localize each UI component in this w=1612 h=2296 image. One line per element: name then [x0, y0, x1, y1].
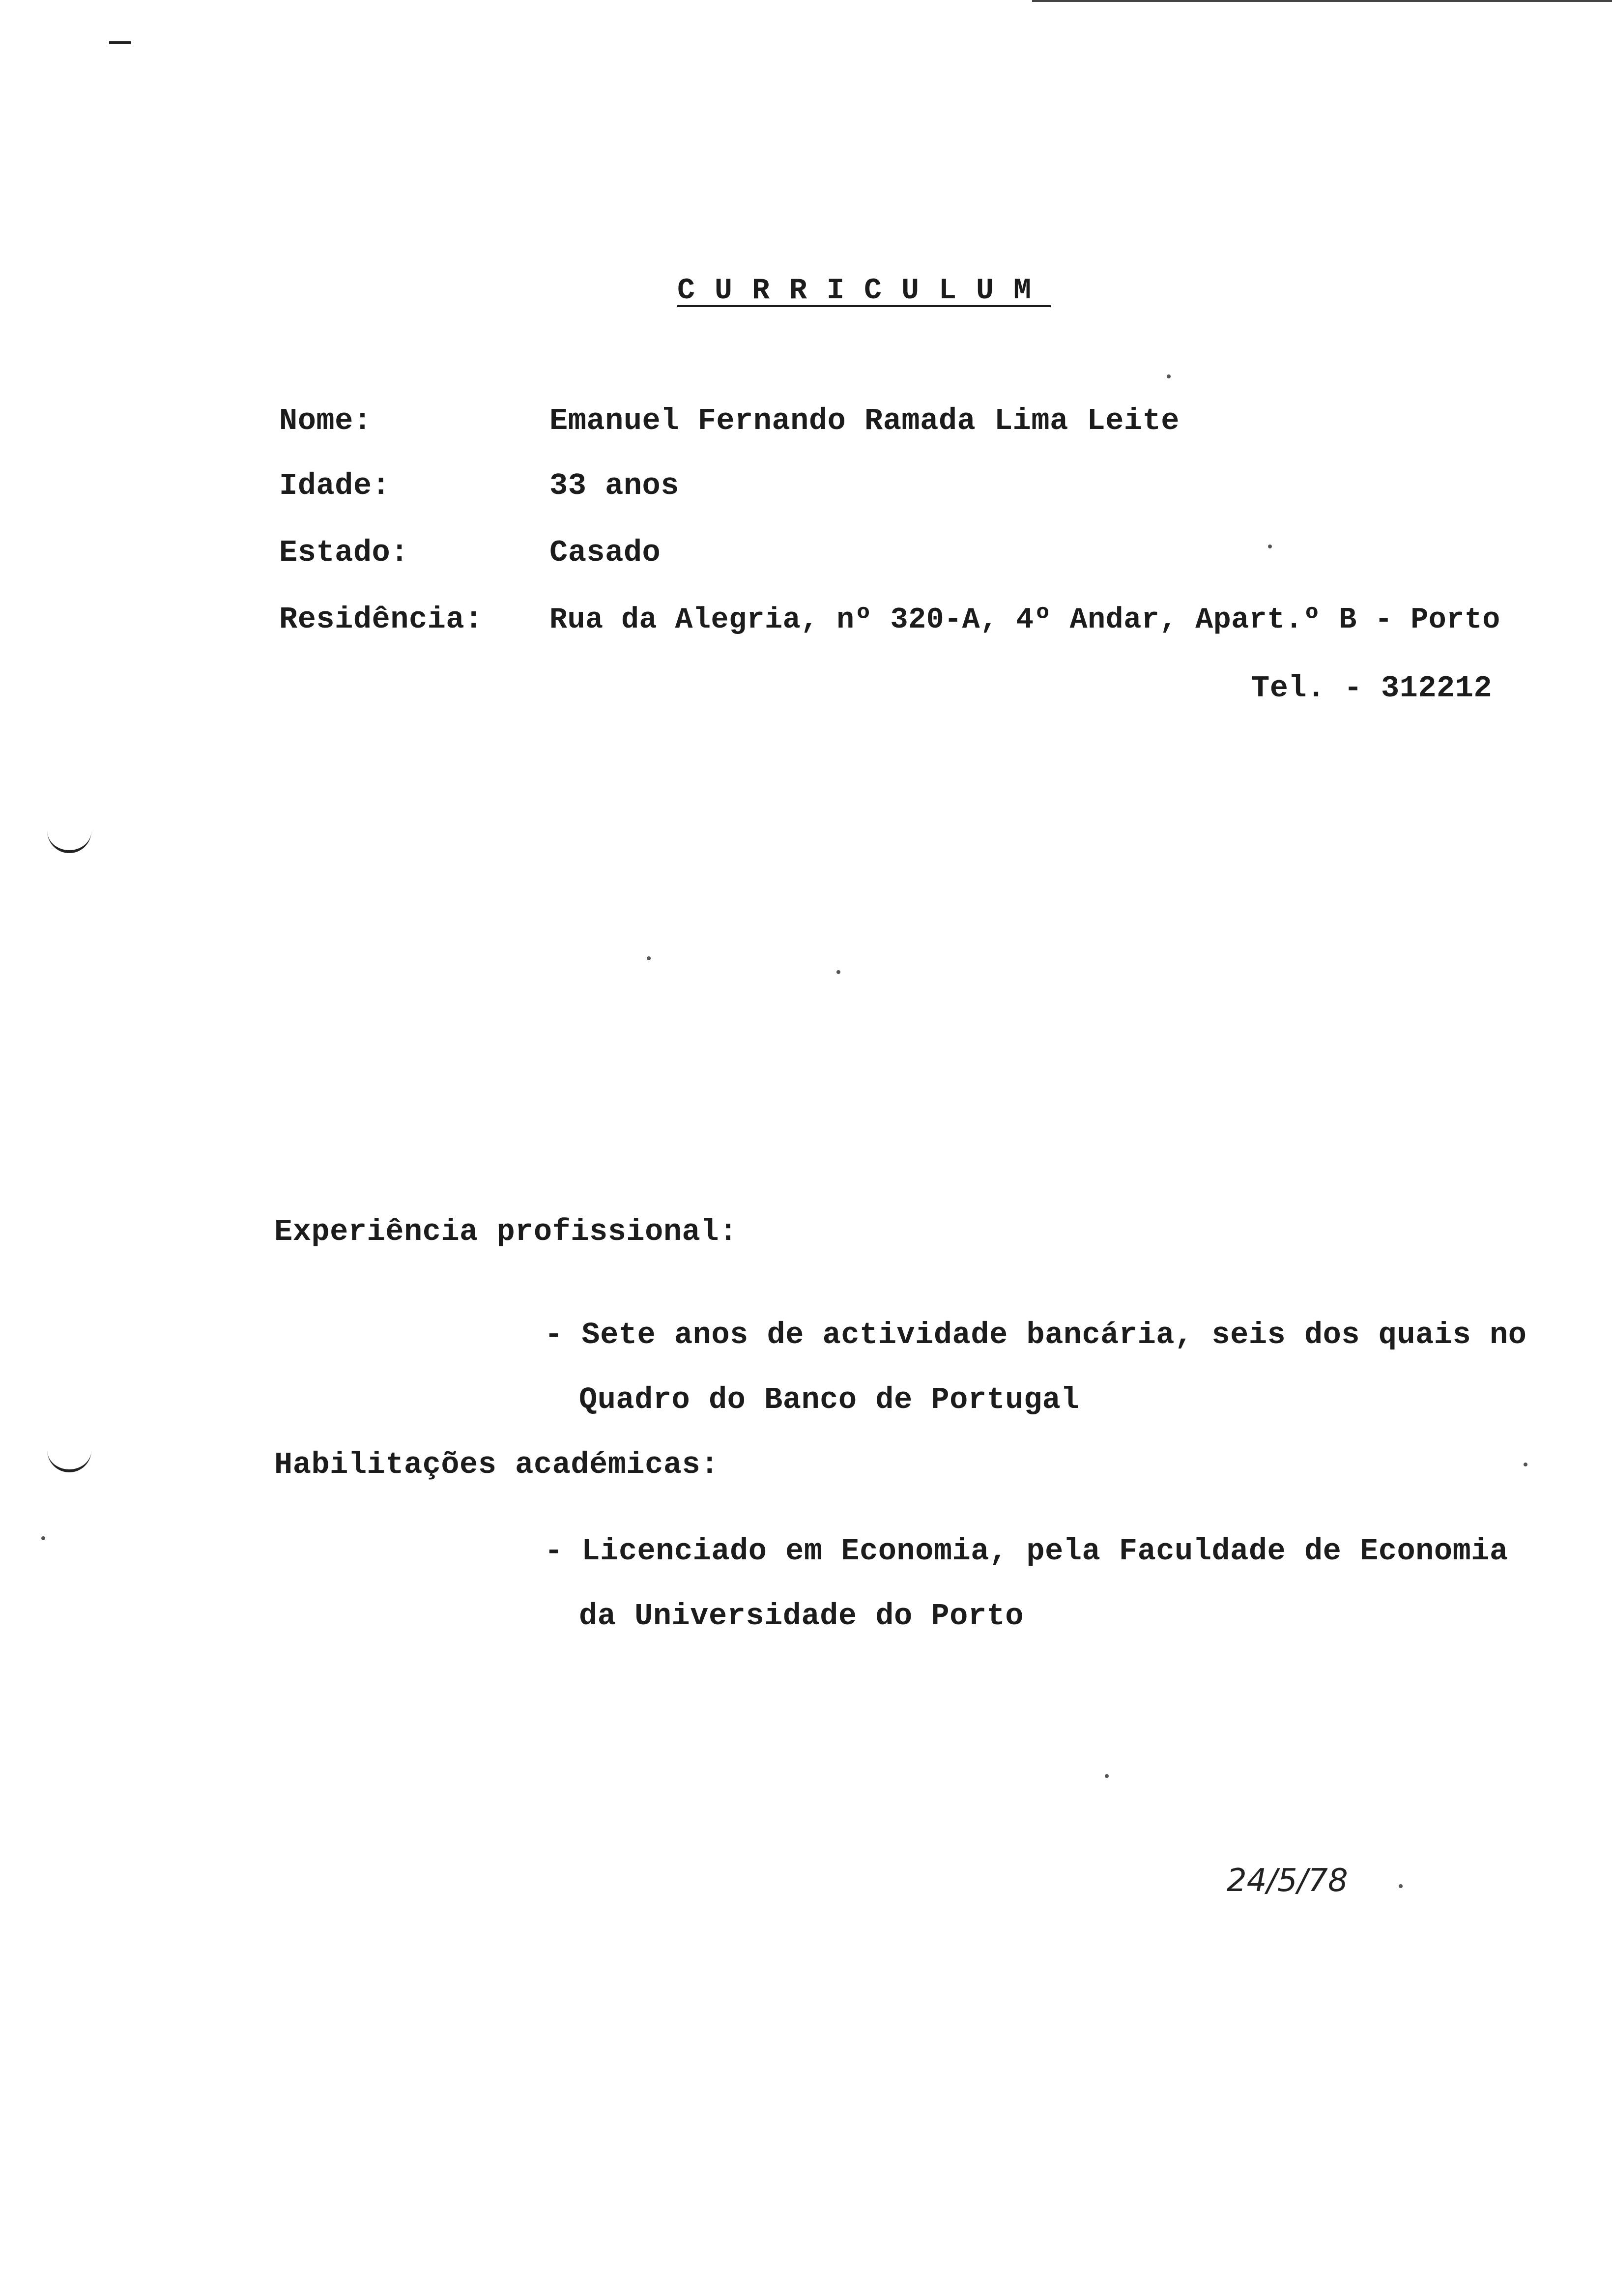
section-heading-experience: Experiência profissional: — [274, 1214, 738, 1249]
list-item-continuation: da Universidade do Porto — [579, 1599, 1024, 1634]
handwritten-date: 24/5/78 — [1227, 1863, 1348, 1899]
field-label-age: Idade: — [279, 468, 391, 503]
corner-mark — [109, 41, 131, 44]
field-value-residence: Rua da Alegria, nº 320-A, 4º Andar, Apart.º B - Porto — [549, 603, 1500, 637]
field-value-name: Emanuel Fernando Ramada Lima Leite — [549, 403, 1180, 438]
telephone-number: Tel. - 312212 — [1251, 671, 1493, 706]
speck — [41, 1536, 45, 1540]
field-value-age: 33 anos — [549, 468, 679, 503]
speck — [1268, 545, 1272, 548]
list-item: - Sete anos de actividade bancária, seis dos quais no — [545, 1318, 1527, 1352]
top-edge-line — [1032, 0, 1612, 2]
speck — [1399, 1884, 1403, 1888]
field-label-status: Estado: — [279, 535, 409, 570]
field-label-residence: Residência: — [279, 602, 483, 637]
section-heading-education: Habilitações académicas: — [274, 1447, 719, 1482]
speck — [1524, 1463, 1527, 1466]
punch-hole-mark — [47, 1445, 91, 1472]
punch-hole-mark — [47, 826, 91, 853]
field-value-status: Casado — [549, 535, 661, 570]
speck — [836, 970, 840, 974]
speck — [1105, 1774, 1109, 1778]
list-item: - Licenciado em Economia, pela Faculdade de Economia — [545, 1534, 1508, 1569]
speck — [1167, 374, 1171, 378]
list-item-continuation: Quadro do Banco de Portugal — [579, 1382, 1080, 1417]
speck — [647, 956, 651, 960]
page-title: CURRICULUM — [677, 274, 1051, 308]
field-label-name: Nome: — [279, 403, 372, 438]
